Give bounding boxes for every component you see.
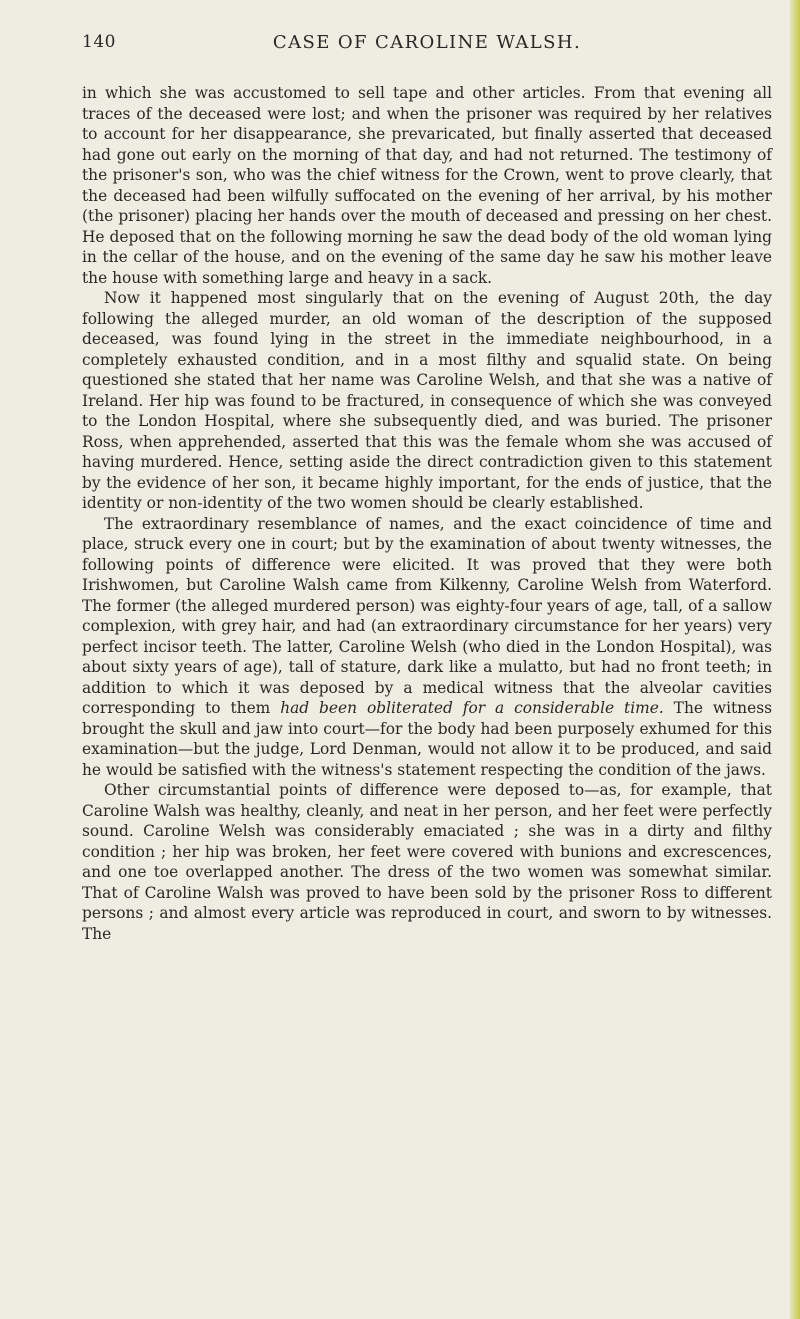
paragraph: Now it happened most singularly that on the evening of August 20th, the day following the alleged murder, an old woman of the description of the supposed deceased, was found lying in the street in the immediate neighbourhood, in a completely exhausted condition, and in a most filthy and squalid state. On being questioned she stated that her name was Caroline Welsh, and that she was a native of Ireland. Her hip was found to be fractured, in consequence of which she was conveyed to the London Hospital, where she subsequently died, and was buried. The prisoner Ross, when apprehended, asserted that this was the female whom she was accused of having murdered. Hence, setting aside the direct contradiction given to this statement by the evidence of her son, it became highly important, for the ends of justice, that the identity or non-identity of the two women should be clearly established.	[82, 289, 772, 512]
paragraph	[82, 514, 772, 781]
body-text	[82, 83, 772, 944]
page-header	[82, 32, 772, 62]
paragraph-text: The extraordinary resemblance of names, and the exact coincidence of time and place, struck every one in court; but by the examination of about twenty witnesses, the following points of difference were elicited. It was proved that they were both Irishwomen, but Caroline Walsh came from Kilkenny, Caroline Welsh from Waterford. The former (the alleged murdered person) was eighty-four years of age, tall, of a sallow complexion, with grey hair, and had (an extraordinary circumstance for her years) very perfect incisor teeth. The latter, Caroline Welsh (who died in the London Hospital), was about sixty years of age), tall of stature, dark like a mulatto, but had no front teeth; in addition to which it was deposed by a medical witness that the alveolar cavities corresponding to them	[82, 514, 772, 717]
paragraph-text: The witness brought the skull and jaw into court—for the body had been purposely exhumed for this examination—but the judge, Lord Denman, would not allow it to be produced, and said he would be satisfied with the witness's statement respecting the condition of the jaws.	[82, 699, 772, 779]
paragraph: in which she was accustomed to sell tape and other articles. From that evening all traces of the deceased were lost; and when the prisoner was required by her relatives to account for her disappearance, she prevaricated, but finally asserted that deceased had gone out early on the morning of that day, and had not returned. The testimony of the prisoner's son, who was the chief witness for the Crown, went to prove clearly, that the deceased had been wilfully suffocated on the evening of her arrival, by his mother (the prisoner) placing her hands over the mouth of deceased and pressing on her chest. He deposed that on the following morning he saw the dead body of the old woman lying in the cellar of the house, and on the evening of the same day he saw his mother leave the house with something large and heavy in a sack.	[82, 84, 772, 287]
italic-emphasis: had been obliterated for a considerable time.	[280, 699, 664, 717]
running-head: CASE OF CAROLINE WALSH.	[272, 32, 582, 53]
page-number: 140	[82, 32, 116, 52]
paragraph: Other circumstantial points of difference were deposed to—as, for example, that Caroline Walsh was healthy, cleanly, and neat in her person, and her feet were perfectly sound. Caroline Welsh was considerably emaciated ; she was in a dirty and filthy condition ; her hip was broken, her feet were covered with bunions and excrescences, and one toe overlapped another. The dress of the two women was somewhat similar. That of Caroline Walsh was proved to have been sold by the prisoner Ross to different persons ; and almost every article was reproduced in court, and sworn to by witnesses. The	[82, 781, 772, 943]
page-edge	[790, 0, 800, 1319]
